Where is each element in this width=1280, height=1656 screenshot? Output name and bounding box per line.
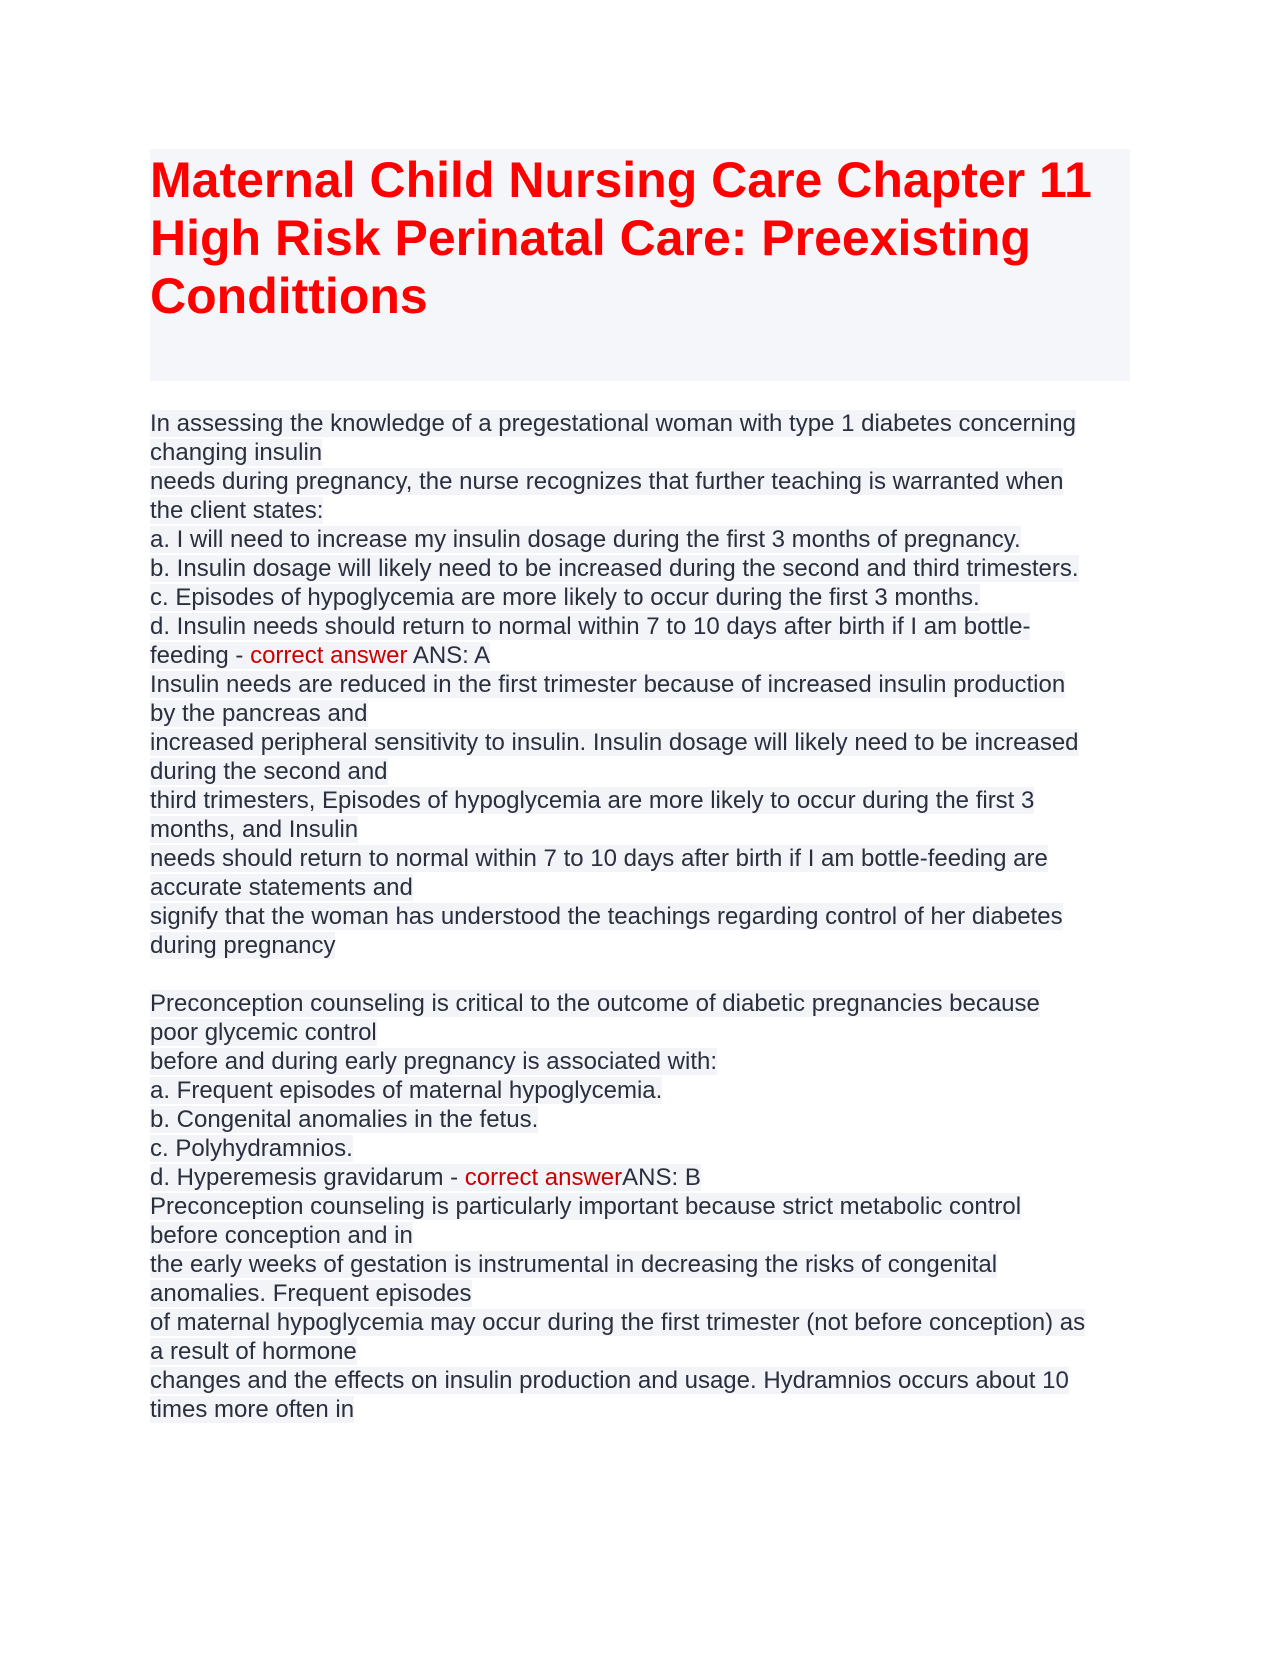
rationale-line: signify that the woman has understood the teachings regarding control of her diabetes bbox=[150, 903, 1063, 930]
option-a: a. Frequent episodes of maternal hypoglycemia. bbox=[150, 1077, 663, 1104]
document-title: Maternal Child Nursing Care Chapter 11 High Risk Perinatal Care: Preexisting Condittions bbox=[150, 152, 1092, 324]
rationale-line: a result of hormone bbox=[150, 1338, 357, 1365]
rationale-line: months, and Insulin bbox=[150, 816, 359, 843]
rationale-line: needs should return to normal within 7 to 10 days after birth if I am bottle-feeding are bbox=[150, 845, 1048, 872]
option-d: d. Insulin needs should return to normal within 7 to 10 days after birth if I am bottle- bbox=[150, 613, 1031, 640]
text-line: poor glycemic control bbox=[150, 1019, 377, 1046]
rationale-line: third trimesters, Episodes of hypoglycemia are more likely to occur during the first 3 bbox=[150, 787, 1035, 814]
answer-line bbox=[150, 1163, 1130, 1192]
answer-value: ANS: B bbox=[622, 1164, 701, 1191]
rationale-line: of maternal hypoglycemia may occur during the first trimester (not before conception) as bbox=[150, 1309, 1086, 1336]
rationale-line: Insulin needs are reduced in the first trimester because of increased insulin production bbox=[150, 671, 1066, 698]
rationale-line: Preconception counseling is particularly important because strict metabolic control bbox=[150, 1193, 1022, 1220]
text-line: before and during early pregnancy is associated with: bbox=[150, 1048, 717, 1075]
text-line: changing insulin bbox=[150, 439, 323, 466]
rationale-line: the early weeks of gestation is instrumental in decreasing the risks of congenital bbox=[150, 1251, 998, 1278]
title-block bbox=[150, 149, 1130, 381]
question-2 bbox=[150, 989, 1130, 1424]
option-c: c. Polyhydramnios. bbox=[150, 1135, 353, 1162]
answer-value: ANS: A bbox=[407, 642, 491, 669]
document-body bbox=[150, 409, 1130, 1424]
text-line: the client states: bbox=[150, 497, 324, 524]
option-c: c. Episodes of hypoglycemia are more likely to occur during the first 3 months. bbox=[150, 584, 980, 611]
correct-answer-label: correct answer bbox=[250, 642, 408, 669]
rationale-line: during pregnancy bbox=[150, 932, 336, 959]
answer-prefix: feeding - bbox=[150, 642, 251, 669]
rationale-line: by the pancreas and bbox=[150, 700, 368, 727]
correct-answer-label: correct answer bbox=[464, 1164, 623, 1191]
paragraph-gap bbox=[150, 960, 1130, 989]
answer-prefix: d. Hyperemesis gravidarum - bbox=[150, 1164, 465, 1191]
rationale-line: increased peripheral sensitivity to insulin. Insulin dosage will likely need to be increased bbox=[150, 729, 1079, 756]
rationale-line: changes and the effects on insulin production and usage. Hydramnios occurs about 10 bbox=[150, 1367, 1069, 1394]
rationale-line: anomalies. Frequent episodes bbox=[150, 1280, 472, 1307]
option-b: b. Insulin dosage will likely need to be increased during the second and third trimesters. bbox=[150, 555, 1079, 582]
rationale-line: times more often in bbox=[150, 1396, 355, 1423]
text-line: Preconception counseling is critical to the outcome of diabetic pregnancies because bbox=[150, 990, 1040, 1017]
text-line: In assessing the knowledge of a pregestational woman with type 1 diabetes concerning bbox=[150, 410, 1076, 437]
document-page bbox=[150, 149, 1130, 1424]
rationale-line: before conception and in bbox=[150, 1222, 413, 1249]
answer-line bbox=[150, 641, 1130, 670]
option-b: b. Congenital anomalies in the fetus. bbox=[150, 1106, 539, 1133]
rationale-line: accurate statements and bbox=[150, 874, 413, 901]
text-line: needs during pregnancy, the nurse recognizes that further teaching is warranted when bbox=[150, 468, 1064, 495]
rationale-line: during the second and bbox=[150, 758, 388, 785]
question-1 bbox=[150, 409, 1130, 960]
option-a: a. I will need to increase my insulin dosage during the first 3 months of pregnancy. bbox=[150, 526, 1021, 553]
